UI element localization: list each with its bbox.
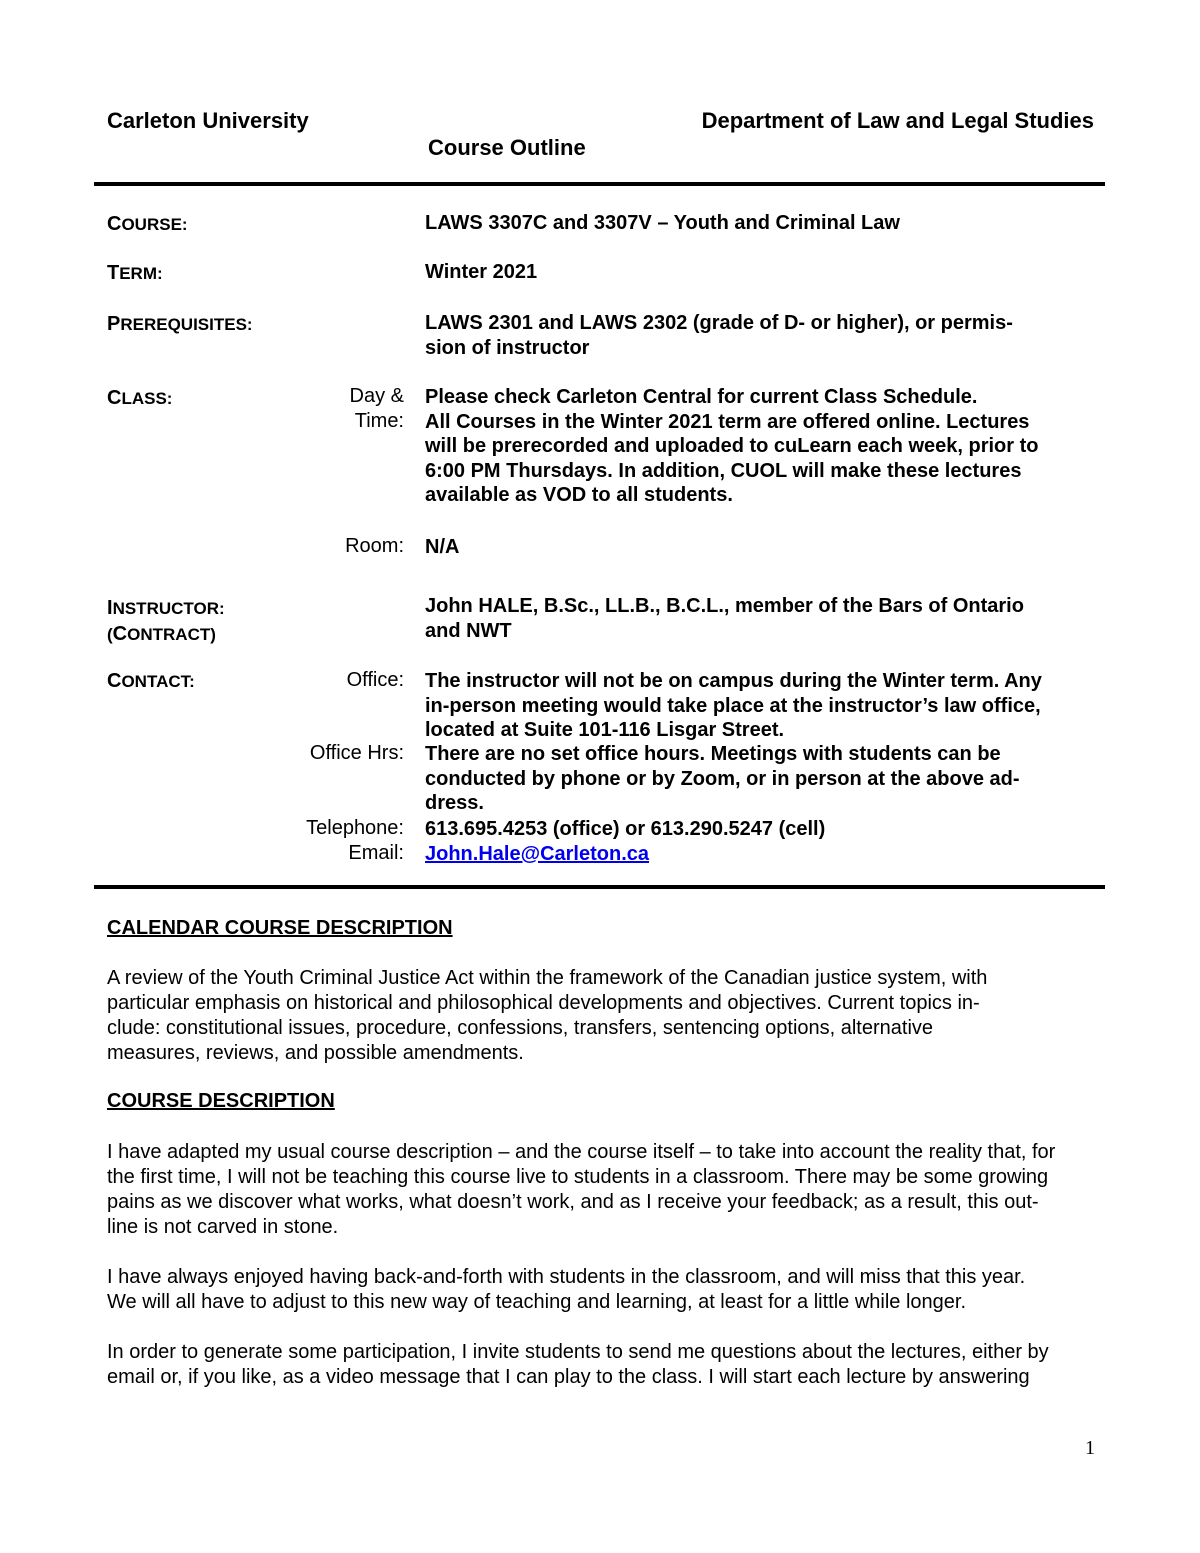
email-value (425, 842, 1105, 867)
time-sublabel: Time: (354, 410, 404, 432)
department-name: Department of Law and Legal Studies (701, 108, 1094, 133)
term-value: Winter 2021 (425, 261, 538, 283)
course-value: LAWS 3307C and 3307V – Youth and Criminal Law (425, 212, 900, 234)
university-name: Carleton University (107, 108, 309, 133)
contact-label: CONTACT: (107, 670, 195, 692)
day-sublabel: Day & (349, 385, 404, 407)
calendar-description-paragraph: A review of the Youth Criminal Justice Act within the framework of the Canadian justice system, with particular emphasis on historical and philosophical developments and objectives. Current topics in- clude: constitutional issues, procedure, confessions, transfers, sentencing options, alternative measures, reviews, and possible amendments. (107, 967, 988, 1064)
class-schedule-value: Please check Carleton Central for current Class Schedule. All Courses in the Winter 2021 term are offered online. Lectures will be prerecorded and uploaded to cuLearn each week, prior to 6:00 PM Thursdays. In addition, CUOL will make these lectures available as VOD to all students. (425, 386, 1039, 506)
top-divider (94, 182, 1105, 186)
course-description-paragraph-1: I have adapted my usual course description – and the course itself – to take into account the reality that, for the first time, I will not be teaching this course live to students in a classroom. There may be some growing pains as we discover what works, what doesn’t work, and as I receive your feedback; as a result, this out- line is not carved in stone. (107, 1141, 1056, 1238)
class-label: CLASS: (107, 387, 173, 409)
office-hours-sublabel: Office Hrs: (309, 742, 404, 764)
office-hours-value: There are no set office hours. Meetings with students can be conducted by phone or by Zoom, or in person at the above ad- dress. (425, 743, 1020, 814)
email-link[interactable]: John.Hale@Carleton.ca (425, 843, 650, 865)
course-description-paragraph-2: I have always enjoyed having back-and-forth with students in the classroom, and will miss that this year. We will all have to adjust to this new way of teaching and learning, at least for a little while longer. (107, 1266, 1026, 1313)
instructor-value: John HALE, B.Sc., LL.B., B.C.L., member of the Bars of Ontario and NWT (425, 595, 1024, 642)
office-value: The instructor will not be on campus during the Winter term. Any in-person meeting would take place at the instructor’s law office, located at Suite 101-116 Lisgar Street. (425, 670, 1042, 741)
course-description-paragraph-3: In order to generate some participation, I invite students to send me questions about the lectures, either by email or, if you like, as a video message that I can play to the class. I will start each lecture by answering (107, 1341, 1049, 1388)
telephone-sublabel: Telephone: (306, 817, 404, 839)
room-sublabel: Room: (345, 535, 404, 557)
bottom-divider (94, 885, 1105, 889)
page-number: 1 (1085, 1437, 1095, 1459)
document-title: Course Outline (428, 135, 586, 160)
prerequisites-value: LAWS 2301 and LAWS 2302 (grade of D- or higher), or permis- sion of instructor (425, 312, 1013, 359)
prerequisites-label: PREREQUISITES: (107, 313, 253, 335)
email-sublabel: Email: (348, 842, 404, 864)
course-description-heading: COURSE DESCRIPTION (107, 1090, 335, 1112)
telephone-value: 613.695.4253 (office) or 613.290.5247 (cell) (425, 818, 826, 840)
course-label: COURSE: (107, 213, 188, 235)
instructor-label: INSTRUCTOR: (CONTRACT) (107, 597, 225, 645)
term-label: TERM: (107, 262, 163, 284)
office-sublabel: Office: (346, 669, 404, 691)
calendar-description-heading: CALENDAR COURSE DESCRIPTION (107, 917, 453, 939)
room-value: N/A (425, 536, 460, 558)
